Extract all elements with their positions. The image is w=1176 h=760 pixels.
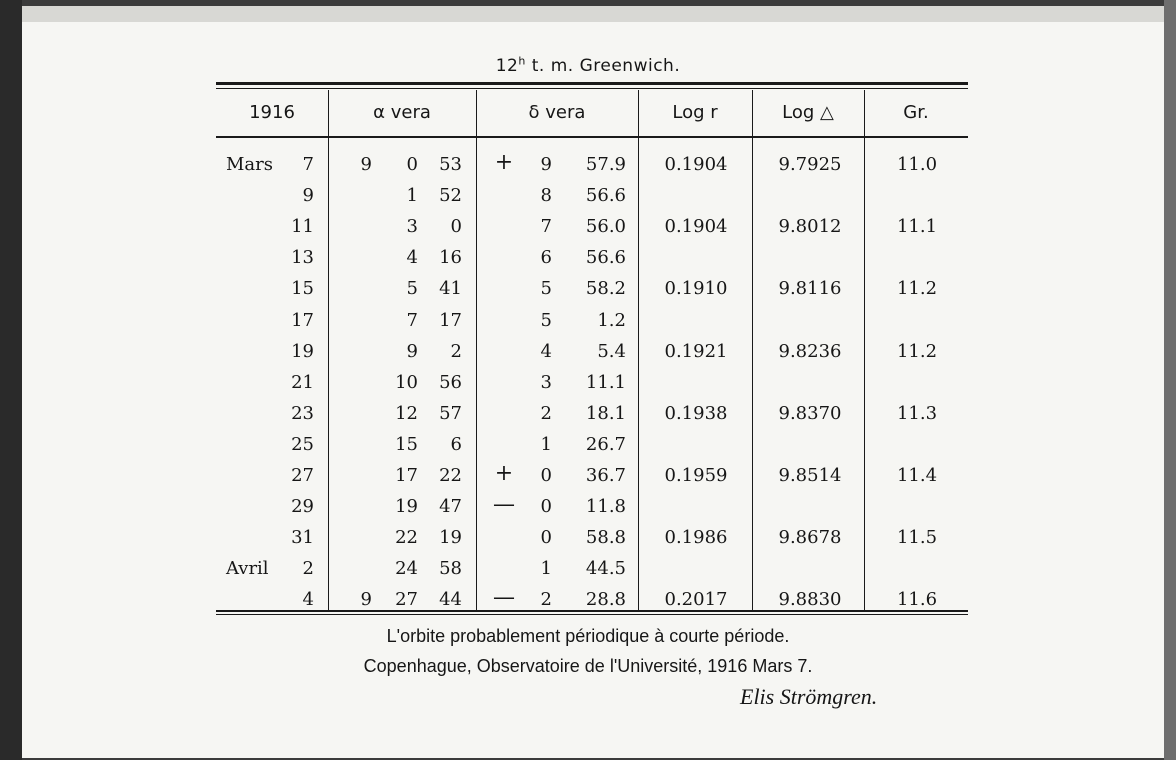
footer-note: L'orbite probablement périodique à courte période. [386,626,790,646]
cell-day: 23 [291,402,314,424]
top-strip [22,6,1164,22]
cell-dec-degrees: 2 [540,589,552,611]
cell-dec-minutes: 36.7 [585,465,626,486]
column-divider [864,90,865,610]
cell-dec-degrees: 9 [540,154,552,175]
cell-ra-minutes: 24 [395,558,418,580]
cell-log-r: 0.2017 [664,589,728,611]
cell-month: Avril [226,558,269,580]
cell-day: 4 [302,589,314,611]
cell-ra-seconds: 58 [439,558,462,580]
cell-ra-minutes: 10 [395,371,418,393]
cell-day: 9 [302,185,314,207]
cell-dec-degrees: 2 [540,402,552,424]
cell-log-r: 0.1959 [664,465,728,486]
cell-dec-degrees: 0 [540,496,552,518]
cell-ra-minutes: 9 [406,340,418,362]
cell-ra-minutes: 0 [406,154,418,175]
cell-dec-minutes: 18.1 [585,402,626,424]
cell-magnitude: 11.5 [896,527,938,549]
cell-dec-degrees: 0 [540,465,552,486]
cell-log-delta: 9.8116 [778,278,842,300]
cell-magnitude: 11.2 [896,278,938,300]
cell-ra-minutes: 1 [406,185,418,207]
column-divider [638,90,639,610]
cell-dec-degrees: 0 [540,527,552,549]
cell-day: 17 [291,309,314,331]
cell-ra-minutes: 12 [395,402,418,424]
cell-magnitude: 11.2 [896,340,938,362]
cell-log-r: 0.1904 [664,154,728,175]
cell-dec-degrees: 4 [540,340,552,362]
cell-ra-seconds: 17 [439,309,462,331]
cell-log-delta: 9.8514 [778,465,842,486]
cell-dec-minutes: 58.2 [585,278,626,300]
cell-day: 31 [291,527,314,549]
cell-day: 7 [302,154,314,175]
col-header-dec: δ vera [528,102,586,123]
signature: Elis Strömgren. [740,684,878,709]
cell-ra-seconds: 16 [439,247,462,269]
cell-day: 13 [291,247,314,269]
cell-day: 29 [291,496,314,518]
cell-log-delta: 9.8678 [778,527,842,549]
cell-ra-minutes: 3 [406,216,418,238]
cell-ra-seconds: 19 [439,527,462,549]
cell-dec-degrees: 1 [540,433,552,455]
cell-magnitude: 11.0 [896,154,938,175]
cell-dec-minutes: 26.7 [585,433,626,455]
cell-ra-minutes: 15 [395,433,418,455]
cell-ra-minutes: 4 [406,247,418,269]
cell-log-r: 0.1921 [664,340,728,362]
cell-dec-minutes: 56.0 [585,216,626,238]
cell-dec-degrees: 5 [540,309,552,331]
cell-log-delta: 9.8236 [778,340,842,362]
cell-log-delta: 9.8012 [778,216,842,238]
caption-hours: 12 [495,56,519,76]
table-header-caption [0,56,1176,76]
cell-dec-degrees: 7 [540,216,552,238]
col-header-logdelta: Log △ [782,102,834,123]
cell-magnitude: 11.3 [896,402,938,424]
cell-dec-minutes: 28.8 [585,589,626,611]
cell-log-delta: 9.8830 [778,589,842,611]
cell-ra-minutes: 27 [395,589,418,611]
col-header-logr: Log r [672,102,718,123]
cell-dec-degrees: 1 [540,558,552,580]
cell-dec-minutes: 5.4 [597,340,626,362]
col-header-gr: Gr. [903,102,929,123]
cell-day: 27 [291,465,314,486]
column-divider [752,90,753,610]
cell-ra-seconds: 0 [450,216,462,238]
cell-dec-sign: — [493,585,515,611]
cell-log-delta: 9.7925 [778,154,842,175]
cell-dec-minutes: 58.8 [585,527,626,549]
column-divider [328,90,329,610]
caption-hours-sup: h [518,54,526,68]
caption-text: t. m. Greenwich. [525,56,681,76]
cell-dec-sign: — [493,492,515,518]
cell-ra-seconds: 56 [439,371,462,393]
cell-ra-minutes: 19 [395,496,418,518]
cell-month: Mars [226,154,274,175]
cell-ra-minutes: 5 [406,278,418,300]
cell-ra-seconds: 22 [439,465,462,486]
cell-ra-seconds: 53 [439,154,462,175]
cell-dec-sign: + [494,150,514,175]
cell-dec-minutes: 11.1 [585,371,626,393]
cell-day: 11 [291,216,314,238]
cell-dec-minutes: 44.5 [585,558,626,580]
cell-day: 21 [291,371,314,393]
cell-ra-minutes: 22 [395,527,418,549]
cell-magnitude: 11.1 [896,216,938,238]
cell-ra-seconds: 52 [439,185,462,207]
cell-log-r: 0.1910 [664,278,728,300]
cell-log-r: 0.1904 [664,216,728,238]
cell-ra-hours: 9 [360,154,372,175]
cell-ra-minutes: 7 [406,309,418,331]
cell-log-r: 0.1986 [664,527,728,549]
column-divider [476,90,477,610]
cell-dec-degrees: 8 [540,185,552,207]
top-double-rule-2 [216,88,968,89]
footer-place-date: Copenhague, Observatoire de l'Université, 1916 Mars 7. [363,656,813,676]
cell-dec-degrees: 5 [540,278,552,300]
cell-ra-seconds: 57 [439,402,462,424]
cell-dec-degrees: 6 [540,247,552,269]
cell-log-delta: 9.8370 [778,402,842,424]
cell-ra-seconds: 41 [439,278,462,300]
cell-ra-seconds: 44 [439,589,462,611]
col-header-ra: α vera [373,102,431,123]
cell-day: 15 [291,278,314,300]
cell-ra-seconds: 47 [439,496,462,518]
cell-dec-minutes: 1.2 [597,309,626,331]
cell-log-r: 0.1938 [664,402,728,424]
cell-dec-minutes: 57.9 [585,154,626,175]
cell-ra-seconds: 6 [450,433,462,455]
top-double-rule-1 [216,82,968,85]
cell-magnitude: 11.6 [896,589,938,611]
cell-day: 2 [302,558,314,580]
cell-ra-hours: 9 [360,589,372,611]
cell-dec-minutes: 56.6 [585,185,626,207]
col-header-year: 1916 [249,102,295,123]
cell-day: 19 [291,340,314,362]
cell-ra-minutes: 17 [395,465,418,486]
cell-day: 25 [291,433,314,455]
cell-dec-sign: + [494,461,514,486]
cell-dec-degrees: 3 [540,371,552,393]
cell-dec-minutes: 56.6 [585,247,626,269]
cell-dec-minutes: 11.8 [585,496,626,518]
bottom-rule-2 [216,614,968,615]
cell-magnitude: 11.4 [896,465,938,486]
cell-ra-seconds: 2 [450,340,462,362]
